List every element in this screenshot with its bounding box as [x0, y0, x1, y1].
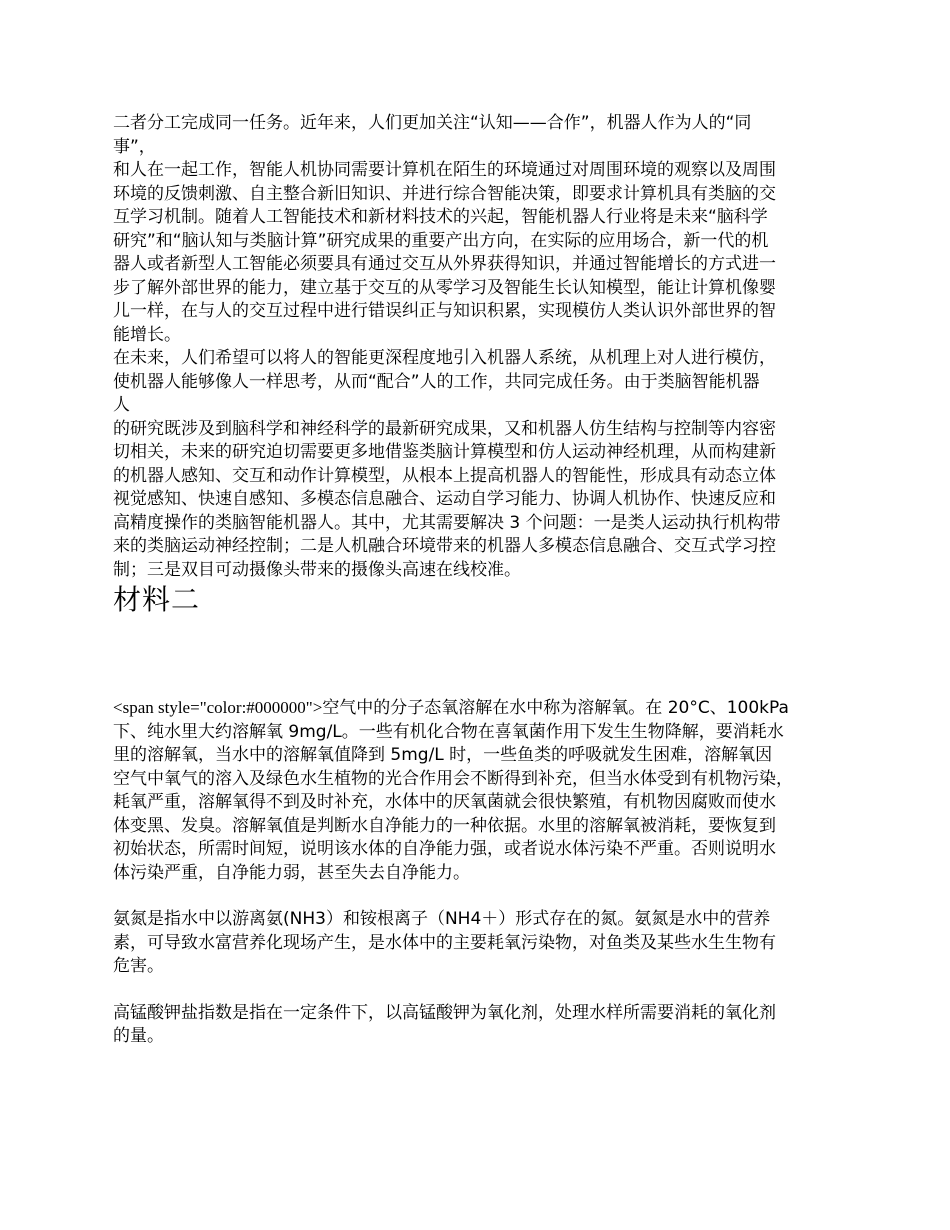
text-line: 体变黑、发臭。溶解氧值是判断水自净能力的一种依据。水里的溶解氧被消耗，要恢复到: [113, 815, 776, 836]
section-2-para-2: [113, 908, 861, 979]
section-1-text: [113, 112, 861, 582]
text-line: 能增长。: [113, 324, 181, 345]
text-line: 步了解外部世界的能力，建立基于交互的从零学习及智能生长认知模型，能让计算机像婴: [113, 277, 776, 298]
spacer: [113, 885, 861, 908]
raw-markup-text: <span style="color:#000000">: [113, 698, 323, 717]
text-line: 视觉感知、快速自感知、多模态信息融合、运动自学习能力、协调人机协作、快速反应和: [113, 489, 776, 509]
text-line: 下、纯水里大约溶解氧 9mg/L。一些有机化合物在喜氧菌作用下发生生物降解，要消耗水: [113, 721, 784, 742]
text-line: 高精度操作的类脑智能机器人。其中，尤其需要解决 3 个问题：一是类人运动执行机构带: [113, 512, 781, 533]
document-page: [113, 112, 861, 1049]
text-line: 危害。: [113, 956, 164, 976]
text-line: 在未来，人们希望可以将人的智能更深程度地引入机器人系统，从机理上对人进行模仿，: [113, 348, 776, 368]
text-line: 和人在一起工作，智能人机协同需要计算机在陌生的环境通过对周围环境的观察以及周围: [113, 160, 776, 180]
text-run: 空气中的分子态氧溶解在水中称为溶解氧。在 20°C、100kPa: [322, 698, 789, 718]
spacer: [113, 618, 861, 696]
text-line: 耗氧严重，溶解氧得不到及时补充，水体中的厌氧菌就会很快繁殖，有机物因腐败而使水: [113, 792, 776, 812]
text-line: 制；三是双目可动摄像头带来的摄像头高速在线校准。: [113, 559, 521, 580]
text-line: 切相关，未来的研究迫切需要更多地借鉴类脑计算模型和仿人运动神经机理，从而构建新: [113, 442, 776, 462]
text-line: 初始状态，所需时间短，说明该水体的自净能力强，或者说水体污染不严重。否则说明水: [113, 839, 776, 859]
text-line: 的量。: [113, 1026, 164, 1046]
text-line: 高锰酸钾盐指数是指在一定条件下，以高锰酸钾为氧化剂，处理水样所需要消耗的氧化剂: [113, 1002, 776, 1023]
text-line: 研究”和“脑认知与类脑计算”研究成果的重要产出方向，在实际的应用场合，新一代的机: [113, 230, 769, 251]
text-line: 的机器人感知、交互和动作计算模型，从根本上提高机器人的智能性，形成具有动态立体: [113, 465, 776, 486]
text-line: 氨氮是指水中以游离氨(NH3）和铵根离子（NH4＋）形式存在的氮。氨氮是水中的营养: [113, 909, 771, 929]
text-line: 人: [113, 395, 130, 415]
text-line: 来的类脑运动神经控制；二是人机融合环境带来的机器人多模态信息融合、交互式学习控: [113, 536, 776, 556]
text-line: [113, 696, 861, 721]
text-line: 使机器人能够像人一样思考，从而“配合”人的工作，共同完成任务。由于类脑智能机器: [113, 371, 760, 392]
section-2-para-3: [113, 1002, 861, 1049]
text-line: 儿一样，在与人的交互过程中进行错误纠正与知识积累，实现模仿人类认识外部世界的智: [113, 301, 776, 321]
text-line: 素，可导致水富营养化现场产生，是水体中的主要耗氧污染物，对鱼类及某些水生生物有: [113, 932, 776, 953]
text-line: 里的溶解氧，当水中的溶解氧值降到 5mg/L 时，一些鱼类的呼吸就发生困难，溶解氧因: [113, 745, 773, 765]
spacer: [113, 979, 861, 1002]
text-line: 二者分工完成同一任务。近年来，人们更加关注“认知——合作”，机器人作为人的“同: [113, 113, 752, 133]
text-line: 空气中氧气的溶入及绿色水生植物的光合作用会不断得到补充，但当水体受到有机物污染，: [113, 768, 793, 789]
text-line: 器人或者新型人工智能必须要具有通过交互从外界获得知识，并通过智能增长的方式进一: [113, 254, 776, 274]
text-line: 互学习机制。随着人工智能技术和新材料技术的兴起，智能机器人行业将是未来“脑科学: [113, 207, 768, 227]
text-line: 事”，: [113, 136, 156, 157]
text-line: 环境的反馈刺激、自主整合新旧知识、并进行综合智能决策，即要求计算机具有类脑的交: [113, 183, 776, 204]
text-line: 体污染严重，自净能力弱，甚至失去自净能力。: [113, 862, 470, 883]
section-heading: 材料二: [113, 583, 201, 616]
text-line: 的研究既涉及到脑科学和神经科学的最新研究成果，又和机器人仿生结构与控制等内容密: [113, 418, 776, 439]
section-2-para-1: [113, 696, 861, 885]
